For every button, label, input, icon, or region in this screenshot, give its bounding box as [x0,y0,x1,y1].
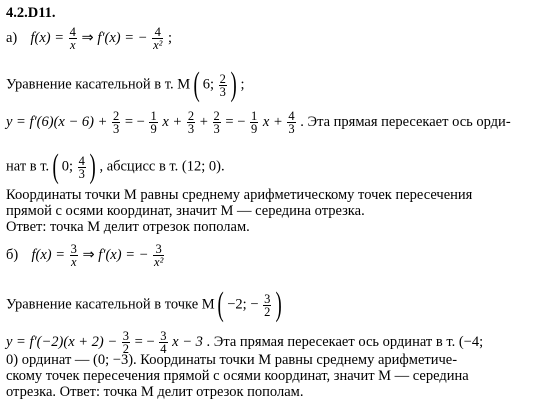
part-a-paragraph-2: прямой с осями координат, значит M — середина отрезка. [6,203,365,219]
part-a-eq-f5: $\frac{1}{9}$ [251,109,258,136]
part-b-eq-mid1: = − [134,333,155,350]
part-a-tangent-text: Уравнение касательной в т. M [6,76,191,93]
part-a-eq-mid2: x + [162,113,183,130]
part-a-eq-f3: $\frac{2}{3}$ [187,109,195,136]
part-a-eq-mid1: = − [124,113,145,130]
part-a-paragraph-1: Координаты точки M равны среднему арифметическому точек пересечения [6,187,473,203]
part-a-point-y: $\frac{2}{3}$ [219,71,226,99]
part-b-f: f(x) = [31,246,65,263]
part-b-tangent-text: Уравнение касательной в точке M [6,296,215,313]
part-a-eq-f6: $\frac{4}{3}$ [288,109,295,136]
part-a-tangent-line: Уравнение касательной в т. M ( 6; $\frac{2}{3}$ ) ; [6,66,245,103]
part-a-ord-start: нат в т. [6,158,50,175]
part-a-answer: Ответ: точка M делит отрезок пополам. [6,219,250,235]
part-a-ord-tail: , абсцисс в т. (12; 0). [99,158,225,175]
part-b-eq-f2: $\frac{3}{4}$ [160,329,167,356]
part-a-equation-line [6,110,511,135]
part-a-arrow: ⇒ [81,29,94,46]
part-a-point-x: 6; [202,76,214,93]
part-b-eq-start: y = f′(−2)(x + 2) − [6,333,118,350]
part-b-eq-tail: . Эта прямая пересекает ось ординат в т. (−4; [206,333,484,350]
part-b-line-3: скому точек пересечения прямой с осями координат, значит M — середина [6,368,469,384]
part-a-eq-mid5: x + [262,113,283,130]
part-a-frac2: $\frac{4}{\text{x²}}$ [153,25,163,52]
part-a-ord-x: 0; [61,158,73,175]
part-a-fprime: f′(x) = − [97,29,148,46]
part-a-eq-f1: $\frac{2}{3}$ [113,109,120,136]
part-b-point-x: −2; − [227,296,259,313]
part-a-end: ; [168,29,173,46]
part-b-arrow: ⇒ [82,246,95,263]
part-a-label: а) [6,29,18,46]
part-a-semicolon: ; [240,76,245,93]
part-a-eq-mid4: = − [225,113,246,130]
part-b-frac2: $\frac{3}{\text{x²}}$ [154,242,164,269]
problem-number: 4.2.D11. [6,5,56,21]
part-a-f: f(x) = [30,29,65,46]
part-a-function-line [6,26,172,51]
part-b-frac1: $\frac{3}{x}$ [70,242,77,269]
part-a-ord-y: $\frac{4}{3}$ [78,153,85,181]
part-a-ordinate-line: нат в т. ( 0; $\frac{4}{3}$ ) , абсцисс в т. (12; 0). [6,148,225,185]
part-b-eq-mid2: x − 3 [172,333,203,350]
part-b-point-y: $\frac{3}{2}$ [264,291,271,319]
part-b-function-line [6,243,165,268]
part-a-eq-mid3: + [199,113,208,130]
part-a-eq-tail: . Эта прямая пересекает ось орди- [300,113,511,130]
part-b-line-2: 0) ординат — (0; −3). Координаты точки M равны среднему арифметиче- [6,352,458,368]
part-a-frac1: $\frac{4}{x}$ [69,25,76,52]
part-a-eq-f2: $\frac{1}{9}$ [150,109,157,136]
part-b-fprime: f′(x) = − [98,246,149,263]
part-b-label: б) [6,246,19,263]
part-b-line-4: отрезка. Ответ: точка M делит отрезок пополам. [6,384,304,400]
part-a-eq-f4: $\frac{2}{3}$ [213,109,220,136]
part-a-eq-start: y = f′(6)(x − 6) + [6,113,108,130]
part-b-tangent-line: Уравнение касательной в точке M ( −2; − $\frac{3}{2}$ ) [6,286,282,323]
part-b-eq-f1: $\frac{3}{2}$ [122,329,130,356]
